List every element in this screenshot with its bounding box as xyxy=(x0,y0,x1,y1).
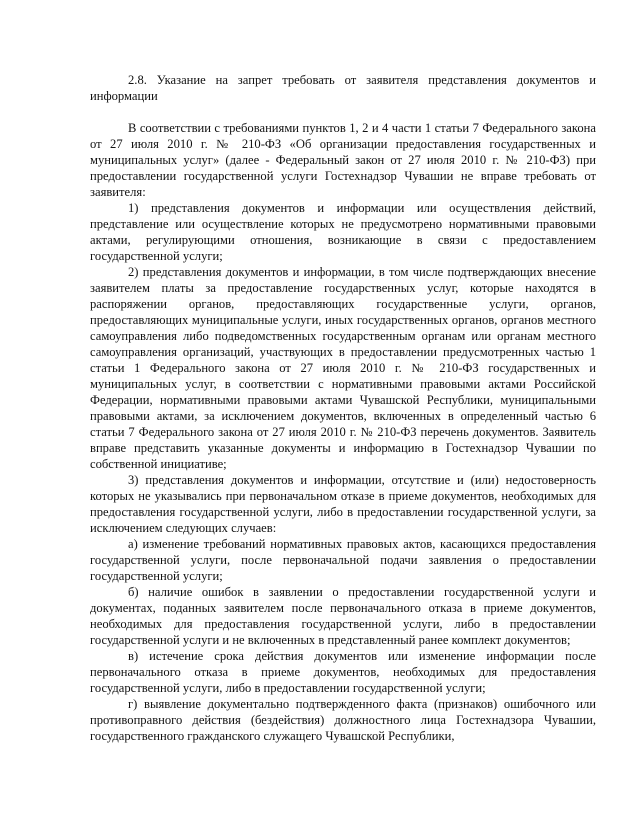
section-heading: 2.8. Указание на запрет требовать от заявителя представления документов и информации xyxy=(90,73,596,103)
paragraph-item-2: 2) представления документов и информации, в том числе подтверждающих внесение заявителем платы за предоставление государственных услуг, которые находятся в распоряжении органов, предоставляющих государственные услуги, органов, предоставляющих муниципальные услуги, иных государственных органов, органов местного самоуправления либо подведомственных государственным органам или органам местного самоуправления организаций, участвующих в предоставлении предусмотренных частью 1 статьи 1 Федерального закона от 27 июля 2010 г. № 210-ФЗ государственных и муниципальных услуг, в соответствии с нормативными правовыми актами Российской Федерации, нормативными правовыми актами Чувашской Республики, муниципальными правовыми актами, за исключением документов, включенных в определенный частью 6 статьи 7 Федерального закона от 27 июля 2010 г. № 210-ФЗ перечень документов. Заявитель вправе представить указанные документы и информацию в Гостехнадзор Чувашии по собственной инициативе; xyxy=(90,265,596,471)
document-body xyxy=(90,72,596,744)
paragraph-item-1: 1) представления документов и информации или осуществления действий, представление или осуществление которых не предусмотрено нормативными правовыми актами, регулирующими отношения, возникающие в связи с предоставлением государственной услуги; xyxy=(90,201,596,263)
paragraph-subitem-b: б) наличие ошибок в заявлении о предоставлении государственной услуги и документах, поданных заявителем после первоначального отказа в приеме документов, необходимых для предоставления государственной услуги, либо в предоставлении государственной услуги и не включенных в представленный ранее комплект документов; xyxy=(90,585,596,647)
paragraph-item-3: 3) представления документов и информации, отсутствие и (или) недостоверность которых не указывались при первоначальном отказе в приеме документов, необходимых для предоставления государственной услуги, либо в предоставлении государственной услуги, за исключением следующих случаев: xyxy=(90,473,596,535)
paragraph-intro: В соответствии с требованиями пунктов 1, 2 и 4 части 1 статьи 7 Федерального закона от 27 июля 2010 г. № 210-ФЗ «Об организации предоставления государственных и муниципальных услуг» (далее - Федеральный закон от 27 июля 2010 г. № 210-ФЗ) при предоставлении государственной услуги Гостехнадзор Чувашии не вправе требовать от заявителя: xyxy=(90,121,596,199)
paragraph-subitem-v: в) истечение срока действия документов или изменение информации после первоначального отказа в приеме документов, необходимых для предоставления государственной услуги, либо в предоставлении государственной услуги; xyxy=(90,649,596,695)
paragraph-subitem-a: а) изменение требований нормативных правовых актов, касающихся предоставления государственной услуги, после первоначальной подачи заявления о предоставлении государственной услуги; xyxy=(90,537,596,583)
paragraph-subitem-g: г) выявление документально подтвержденного факта (признаков) ошибочного или противоправного действия (бездействия) должностного лица Гостехнадзора Чувашии, государственного гражданского служащего Чувашской Республики, xyxy=(90,697,596,743)
